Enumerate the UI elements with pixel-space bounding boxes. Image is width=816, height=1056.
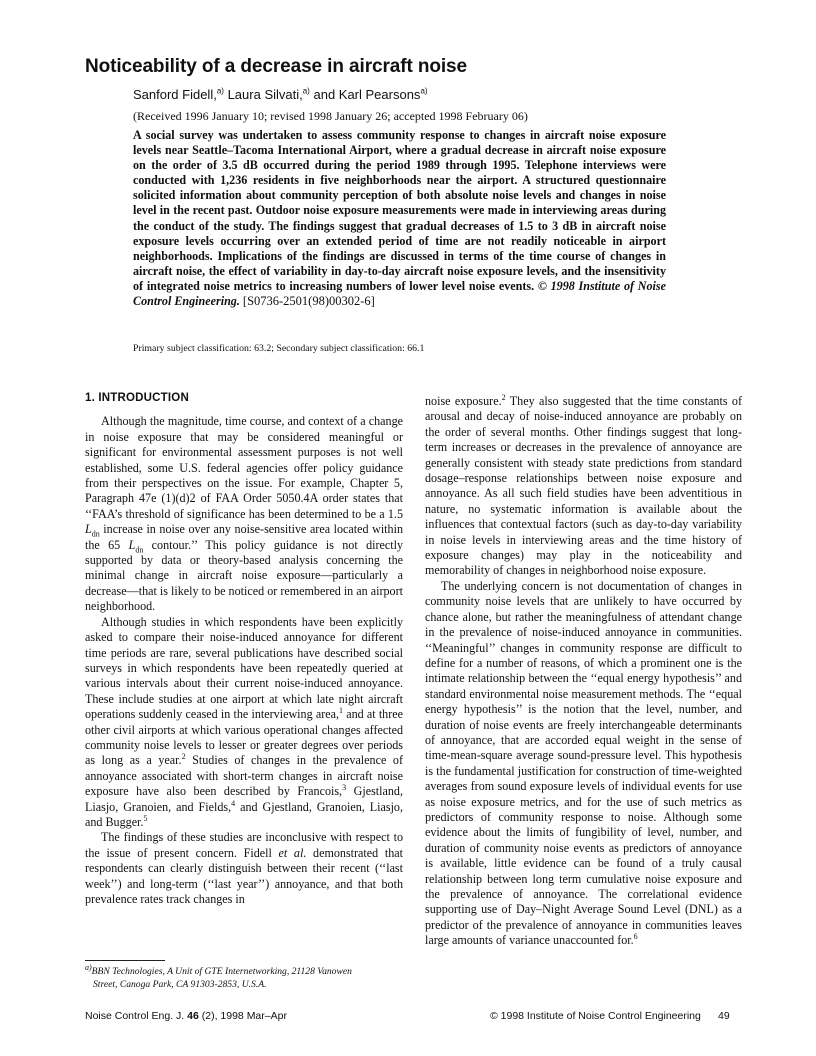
abstract: [133, 128, 666, 309]
page-number: 49: [718, 1010, 730, 1022]
footnote-divider: [85, 960, 165, 961]
reference-mark: 6: [633, 932, 638, 942]
footnote: $^{a)}$BBN Technologies, A Unit of GTE Internetworking, 21128 Vanowen Street, Canoga Park, CA 91303-2853, U.S.A.: [85, 962, 352, 990]
footnote-mark: a): [85, 962, 92, 972]
reference-mark: 1: [339, 706, 343, 716]
paragraph: Although studies in which respondents have been explicitly asked to compare their noise-induced annoyance for different time periods are rare, several publications have described social surveys in which respondents have been repeatedly queried at various intervals about their current noise-induced annoyance. These include studies at one airport at which late night aircraft operations suddenly ceased in the interviewing area,$^1$ and at three other civil airports at which various operational changes affected community noise levels to lesser or greater degrees over periods as long as a year.$^2$ Studies of changes in the prevalence of annoyance associated with short-term changes in aircraft noise exposure have also been described by Francois,$^3$ Gjestland, Liasjo, Granoien, and Fields,$^4$ and Gjestland, Granoien, Liasjo, and Bugger.$^5$: [85, 614, 403, 829]
affiliation-mark: a): [420, 86, 428, 96]
affiliation-mark: a): [302, 86, 310, 96]
reference-mark: 2: [501, 392, 506, 402]
paragraph: Although the magnitude, time course, and context of a change in noise exposure that may be considered meaningful or significant for environmental assessment purposes is not well established, some U.S. federal agencies offer policy guidance from their perspectives on the issue. For example, Chapter 5, Paragraph 47e (1)(d)2 of FAA Order 5050.4A order states that ‘‘FAA’s threshold of significance has been determined to be a 1.5 $L_{dn}$ increase in noise over any noise-sensitive area located within the 65 $L_{dn}$ contour.’’ This policy guidance is not directly supported by data or theory-based analysis concerning the minimal change in aircraft noise exposure—particularly a decrease—that is likely to be noticed or remembered in an airport neighborhood.: [85, 414, 404, 614]
author-name: and Karl Pearsons: [313, 87, 421, 102]
author-name: Laura Silvati,: [227, 87, 303, 102]
abstract-text: A social survey was undertaken to assess community response to changes in aircraft noise exposure levels near Seattle–Tacoma International Airport, where a gradual decrease in aircraft noise exposure on the order of 3.5 dB occurred during the period 1989 through 1995. Telephone interviews were conducted with 1,236 residents in five neighborhoods near the airport. A structured questionnaire solicited information about community perception of both absolute noise levels and changes in noise level in the recent past. Outdoor noise exposure measurements were made in interviewing areas during the conduct of the study. The findings suggest that gradual decreases of 1.5 to 3 dB in aircraft noise exposure levels occurring over an extended period of time are not readily noticeable in airport neighborhoods. Implications of the findings are discussed in terms of the time course of changes in aircraft noise, the effect of variability in day-to-day aircraft noise exposure levels, and the insensitivity of integrated noise metrics to increasing numbers of lower level noise events.: [133, 128, 666, 293]
paragraph: noise exposure.$^2$ They also suggested that the time constants of arousal and decay of noise-induced annoyance are probably on the order of several months. Other findings suggest that long-term increases or decreases in the prevalence of annoyance are generally consistent with steady state predictions from standard dosage–response relationships between noise exposure and annoyance. As all such field studies have been adventitious in nature, no systematic information is available about the influences that contextual factors (such as day-to-day variability in noise levels in interviewing areas and the time history of exposure changes) may play in the noticeability and memorability of changes in neighborhood noise exposure.: [425, 392, 743, 578]
reference-mark: 3: [342, 783, 347, 793]
author-list: [133, 87, 428, 102]
journal-citation: Noise Control Eng. J. 46 (2), 1998 Mar–Apr: [85, 1010, 287, 1022]
section-heading: 1. INTRODUCTION: [85, 392, 189, 404]
reference-mark: 4: [231, 798, 236, 808]
reference-mark: 5: [143, 813, 148, 823]
author-name: Sanford Fidell,: [133, 87, 217, 102]
reference-mark: 2: [181, 752, 186, 762]
paper-title: Noticeability of a decrease in aircraft noise: [85, 56, 467, 77]
paragraph: The underlying concern is not documentation of changes in community noise levels that are unlikely to have occurred by chance alone, but rather the meaningfulness of attendant change in the prevalence of noise-induced annoyance in communities. ‘‘Meaningful’’ changes in community response are difficult to define for a number of reasons, of which a prominent one is the intimate relationship between the ‘‘equal energy hypothesis’’ and standard environmental noise measurement methods. The ‘‘equal energy hypothesis’’ is the notion that the level, number, and duration of noise events are freely interchangeable determinants of annoyance, that are accorded equal weight in the sense of time-mean-square average sound-pressure level. This hypothesis is the fundamental justification for construction of time-weighted averages from sound exposure levels of individual events for use as noise exposure metrics, and for the use of such metrics as predictors of community response to noise. Although some evidence about the limits of fungibility of level, number, and duration of community noise events as predictors of annoyance is available, little evidence can be found of a truly causal relationship between long term cumulative noise exposure and the prevalence of annoyance. The correlational evidence supporting use of Day–Night Average Sound Level (DNL) as a predictor of the prevalence of annoyance in communities leaves large amounts of variance unaccounted for.$^6$: [425, 578, 742, 948]
right-column: [425, 394, 742, 949]
received-dates: (Received 1996 January 10; revised 1998 January 26; accepted 1998 February 06): [133, 109, 528, 123]
abstract-copyright: © 1998 Institute of Noise Control Engineering.: [133, 278, 666, 309]
left-column: [85, 389, 403, 907]
affiliation-mark: a): [216, 86, 224, 96]
article-code: [S0736-2501(98)00302-6]: [242, 294, 375, 309]
paragraph: The findings of these studies are inconclusive with respect to the issue of present concern. Fidell et al. demonstrated that respondents can clearly distinguish between their recent (‘‘last week’’) and long-term (‘‘last year’’) annoyance, and that both prevalence rates track changes in: [85, 830, 403, 906]
footer-copyright: © 1998 Institute of Noise Control Engineering: [490, 1010, 701, 1022]
volume-number: 46: [187, 1010, 199, 1022]
subject-classification: Primary subject classification: 63.2; Secondary subject classification: 66.1: [133, 343, 425, 354]
